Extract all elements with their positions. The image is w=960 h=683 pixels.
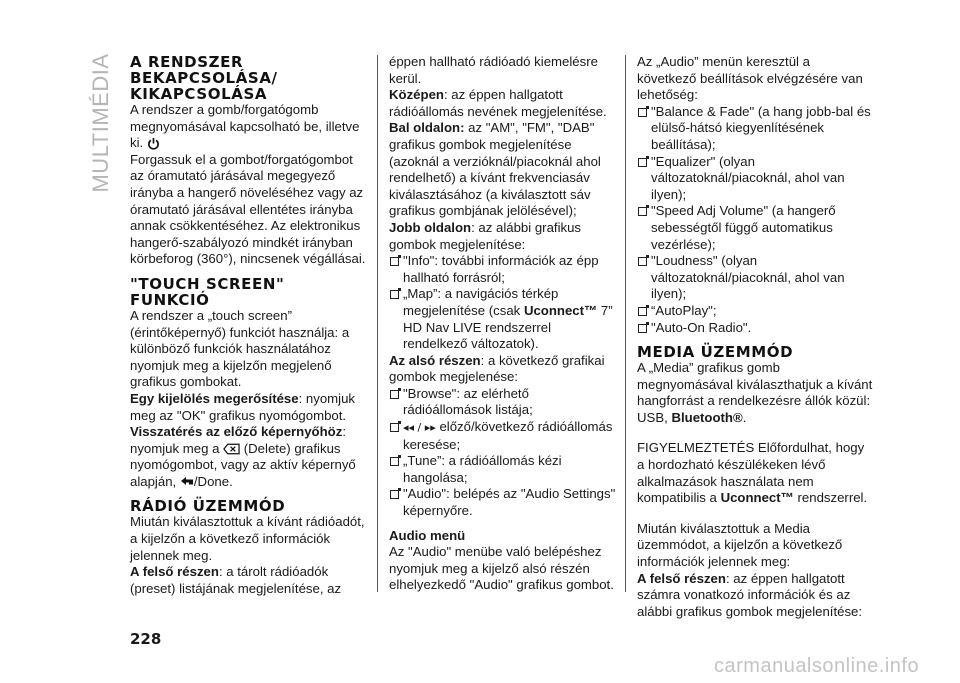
- paragraph: [130, 424, 366, 490]
- list-item-text: "Balance & Fade" (a hang jobb-bal és elülső-hátsó kiegyenlítésének beállítása);: [651, 103, 871, 152]
- bullet-icon: [638, 158, 647, 167]
- paragraph-text: : az éppen hallgatott számra vonatkozó információk és az alábbi grafikus gombok megjelenítése:: [637, 570, 863, 619]
- lead-text: Az alsó részen: [389, 352, 481, 368]
- bullet-icon: [390, 423, 399, 432]
- heading-radio-mode: RÁDIÓ ÜZEMMÓD: [130, 497, 286, 516]
- paragraph-text: nyomjuk meg a: [130, 440, 220, 456]
- footer-watermark: carmanualsonline.info: [714, 655, 920, 677]
- list-item-text: "Equalizer" (olyan változatoknál/piacoknál, ahol van ilyen);: [651, 153, 845, 202]
- paragraph-text: az "AM", "FM", "DAB" grafikus gombok megjelenítése (azoknál a verzióknál/piacoknál ahol rendelhető) a kívánt frekvenciasáv kiválasztásához (a kiválasztott sáv grafikus gombjának jelölésével);: [389, 120, 601, 219]
- column-2: [389, 54, 617, 594]
- paragraph: [389, 87, 617, 120]
- page-number: 228: [130, 630, 162, 648]
- list-item-text: "Info": további információk az épp hallható forrásról;: [403, 253, 599, 285]
- bullet-icon: [638, 257, 647, 266]
- heading-power: A RENDSZER BEKAPCSOLÁSA/ KIKAPCSOLÁSA: [130, 53, 278, 103]
- section-side-title: [86, 53, 116, 193]
- bullet-icon: [638, 207, 647, 216]
- list-item: [389, 286, 617, 352]
- paragraph-text: : az éppen hallgatott rádióállomás nevének megjelenítése.: [389, 87, 607, 119]
- lead-text: A felső részen: [637, 570, 726, 586]
- paragraph: [637, 571, 873, 621]
- list-item-text: "Browse": az elérhető rádióállomások listája;: [403, 385, 533, 418]
- list-item: [637, 203, 873, 253]
- subheading-audio-menu: Audio menü: [389, 527, 466, 543]
- list-item: [637, 253, 873, 303]
- list-item: [389, 419, 617, 453]
- list-item-text: "Auto-On Radio".: [651, 319, 752, 335]
- list-item-text: „Map”: a navigációs térkép megjelenítése (csak: [403, 286, 559, 318]
- bullet-icon: [638, 108, 647, 117]
- list-item-text: "Speed Adj Volume" (a hangerő sebességtől függő automatikus vezérlése);: [651, 203, 836, 252]
- prev-next-icon: ◂◂ / ▸▸: [403, 421, 436, 435]
- list-item: [637, 320, 873, 337]
- paragraph-text: : az alábbi grafikus gombok megjelenítése:: [389, 219, 582, 252]
- list-item: [389, 253, 617, 286]
- lead-text: Egy kijelölés megerősítése: [130, 390, 299, 406]
- bullet-icon: [390, 257, 399, 266]
- colon: :: [342, 424, 346, 440]
- bullet-icon: [390, 457, 399, 466]
- heading-touch-screen: "TOUCH SCREEN" FUNKCIÓ: [130, 274, 285, 309]
- list-item: [637, 154, 873, 204]
- paragraph-text: : nyomjuk meg az "OK" grafikus nyomógombot.: [130, 390, 356, 423]
- list-item-text: "Loudness" (olyan változatoknál/piacoknál, ahol van ilyen);: [651, 253, 845, 302]
- side-title-text: MULTIMÉDIA: [88, 53, 113, 193]
- paragraph: Miután kiválasztottuk a Media üzemmódot, a kijelzőn a következő információk jelennek meg:: [637, 520, 843, 570]
- paragraph-text: : a következő grafikai gombok megjelenése:: [389, 352, 605, 385]
- paragraph: Miután kiválasztottuk a kívánt rádióadót, a kijelzőn a következő információk jelennek meg.: [130, 514, 365, 563]
- paragraph: Az "Audio" menübe való belépéshez nyomjuk meg a kijelző alsó részén elhelyezkedő "Audio" grafikus gombot.: [389, 544, 614, 593]
- lead-text: Bal oldalon:: [389, 120, 465, 136]
- list-item-text: "Audio": belépés az "Audio Settings" képernyőre.: [403, 486, 616, 519]
- paragraph: [130, 564, 366, 597]
- delete-icon: [223, 443, 240, 455]
- paragraph-text: A „Media” grafikus gomb megnyomásával kiválaszthatjuk a kívánt hangforrást a rendelkezésre állók közül: USB,: [637, 360, 873, 425]
- paragraph: [389, 120, 617, 220]
- list-item-text: előző/következő rádióállomás keresése;: [403, 419, 613, 452]
- lead-text: Visszatérés az előző képernyőhöz: [130, 424, 343, 440]
- back-arrow-icon: [180, 476, 194, 488]
- list-item: [389, 453, 617, 486]
- paragraph-text: A rendszer a gomb/forgatógomb megnyomásával kapcsolható be, illetve ki.: [130, 102, 360, 151]
- bullet-icon: [390, 290, 399, 299]
- paragraph-text: /Done.: [193, 473, 233, 489]
- paragraph: A rendszer a „touch screen” (érintőképernyő) funkciót használja: a különböző funkciók használatához nyomjuk meg a kijelzőn megjelenő grafikus gombokat.: [130, 307, 350, 390]
- power-icon: [147, 137, 160, 150]
- column-1: [130, 54, 366, 597]
- paragraph: [637, 360, 873, 426]
- lead-text: A felső részen: [130, 564, 219, 580]
- lead-text: Jobb oldalon: [389, 219, 472, 235]
- paragraph: [389, 220, 617, 253]
- lead-text: Középen: [389, 87, 444, 103]
- paragraph: éppen hallható rádióadó kiemelésre kerül.: [389, 54, 598, 86]
- paragraph: [389, 353, 617, 386]
- bullet-icon: [638, 307, 647, 316]
- list-item: [389, 486, 617, 519]
- paragraph-text: : a tárolt rádióadók (preset) listájának megjelenítése, az: [130, 564, 342, 596]
- paragraph: Forgassuk el a gombot/forgatógombot az óramutató járásával megegyező irányba a hangerő növeléséhez vagy az óramutató járásával ellentétes irányba annak csökkentéséhez. Az elektronikus hangerő-szabályozó mindkét irányban körbeforog (360°), nincsenek végállásai.: [130, 151, 366, 267]
- paragraph-text: (Delete) grafikus nyomógombot, vagy az aktív képernyő alapján,: [130, 440, 356, 489]
- warning-paragraph: [637, 440, 873, 506]
- paragraph: Az „Audio” menün keresztül a következő beállítások elvégzésére van lehetőség:: [637, 54, 863, 103]
- list-item-text: „Tune”: a rádióállomás kézi hangolása;: [403, 453, 562, 485]
- paragraph-text: .: [742, 409, 747, 425]
- paragraph: [130, 102, 366, 152]
- bluetooth-text: Bluetooth®: [671, 409, 743, 425]
- list-item-text: 7” HD Nav LIVE rendszerrel rendelkező változatok).: [403, 302, 613, 352]
- list-item: [637, 303, 873, 320]
- brand-text: Uconnect™: [720, 490, 794, 506]
- column-divider: [625, 55, 626, 592]
- column-divider: [377, 55, 378, 592]
- column-3: [637, 54, 873, 620]
- bullet-icon: [638, 324, 647, 333]
- bullet-icon: [390, 490, 399, 499]
- list-item: [389, 386, 617, 419]
- brand-text: Uconnect™: [523, 302, 598, 318]
- heading-media-mode: MEDIA ÜZEMMÓD: [637, 343, 794, 362]
- paragraph-text: rendszerrel.: [793, 490, 868, 506]
- list-item: [637, 104, 873, 154]
- list-item-text: “AutoPlay";: [651, 302, 717, 318]
- paragraph-text: FIGYELMEZTETÉS Előfordulhat, hogy a hordozható készülékeken lévő alkalmazások használata nem kompatibilis a: [637, 440, 865, 506]
- paragraph: [130, 391, 366, 424]
- bullet-icon: [390, 390, 399, 399]
